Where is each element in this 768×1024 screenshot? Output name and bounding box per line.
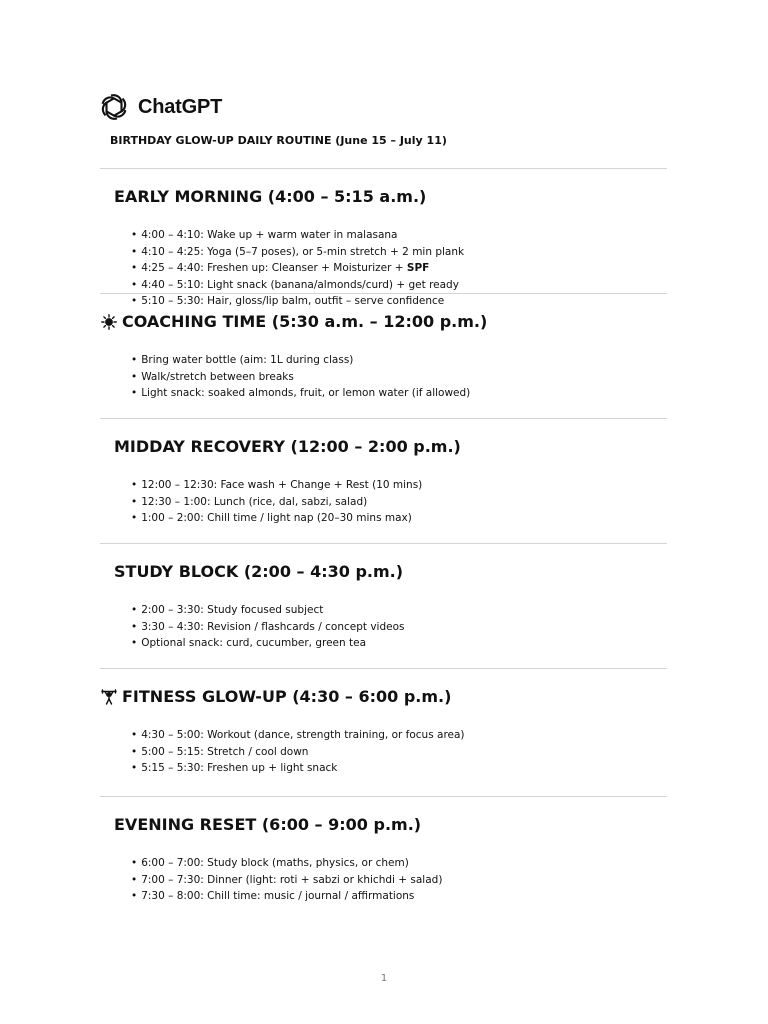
brand-name: ChatGPT: [138, 95, 223, 118]
section-study-block: [100, 543, 667, 668]
list-item: • 3:30 – 4:30: Revision / flashcards / concept videos: [131, 620, 405, 633]
weightlifter-icon: [100, 688, 118, 706]
section-heading-text: EARLY MORNING (4:00 – 5:15 a.m.): [114, 187, 427, 206]
section-heading-text: EVENING RESET (6:00 – 9:00 p.m.): [114, 815, 422, 834]
section-heading: [100, 187, 426, 206]
list-item: • Bring water bottle (aim: 1L during class): [131, 354, 354, 366]
list-item: • Light snack: soaked almonds, fruit, or lemon water (if allowed): [131, 387, 471, 399]
list-item: • 7:30 – 8:00: Chill time: music / journal / affirmations: [131, 890, 415, 902]
section-heading: [100, 437, 461, 456]
section-heading: [100, 562, 403, 581]
sun-icon: [100, 313, 118, 331]
section-items: [131, 602, 404, 652]
list-item: • 4:40 – 5:10: Light snack (banana/almonds/curd) + get ready: [131, 278, 459, 291]
section-items: [131, 477, 422, 527]
list-item: • 4:10 – 4:25: Yoga (5–7 poses), or 5-min stretch + 2 min plank: [131, 245, 465, 258]
list-item: • 4:25 – 4:40: Freshen up: Cleanser + Moisturizer + SPF: [131, 262, 430, 274]
section-early-morning: [100, 168, 667, 307]
section-heading-text: FITNESS GLOW-UP (4:30 – 6:00 p.m.): [122, 687, 452, 706]
section-coaching-time: [100, 293, 667, 418]
list-item: • 4:30 – 5:00: Workout (dance, strength training, or focus area): [131, 729, 465, 741]
list-item: • 5:00 – 5:15: Stretch / cool down: [131, 745, 309, 758]
section-heading-text: STUDY BLOCK (2:00 – 4:30 p.m.): [114, 562, 404, 581]
section-heading: [100, 312, 487, 331]
list-item: • 1:00 – 2:00: Chill time / light nap (20–30 mins max): [131, 512, 412, 524]
section-midday-recovery: [100, 418, 667, 543]
bold-emphasis: SPF: [406, 262, 430, 274]
list-item: • 2:00 – 3:30: Study focused subject: [131, 604, 324, 616]
section-evening-reset: [100, 796, 667, 937]
list-item: • 12:30 – 1:00: Lunch (rice, dal, sabzi, salad): [131, 495, 368, 508]
section-heading: [100, 815, 421, 834]
list-item: • 4:00 – 4:10: Wake up + warm water in malasana: [131, 229, 398, 241]
section-heading: [100, 687, 451, 706]
section-heading-text: MIDDAY RECOVERY (12:00 – 2:00 p.m.): [114, 437, 461, 456]
openai-logo-icon: [100, 93, 128, 121]
list-item: • 7:00 – 7:30: Dinner (light: roti + sabzi or khichdi + salad): [131, 873, 443, 886]
list-item: • Walk/stretch between breaks: [131, 370, 294, 383]
section-items: [131, 352, 470, 402]
section-items: [131, 855, 442, 905]
brand-header: [100, 93, 222, 121]
page-number: 1: [380, 973, 388, 984]
list-item: • 6:00 – 7:00: Study block (maths, physics, or chem): [131, 857, 409, 869]
list-item: • Optional snack: curd, cucumber, green tea: [131, 637, 366, 649]
list-item: • 12:00 – 12:30: Face wash + Change + Rest (10 mins): [131, 479, 423, 491]
list-item: • 5:15 – 5:30: Freshen up + light snack: [131, 762, 338, 774]
section-items: [131, 727, 465, 777]
routine-sections: [100, 168, 667, 937]
section-fitness-glow-up: [100, 668, 667, 796]
list-item: • 5:10 – 5:30: Hair, gloss/lip balm, outfit – serve confidence: [131, 295, 445, 307]
section-heading-text: COACHING TIME (5:30 a.m. – 12:00 p.m.): [122, 312, 488, 331]
document-title: BIRTHDAY GLOW-UP DAILY ROUTINE (June 15 – July 11): [110, 134, 447, 147]
